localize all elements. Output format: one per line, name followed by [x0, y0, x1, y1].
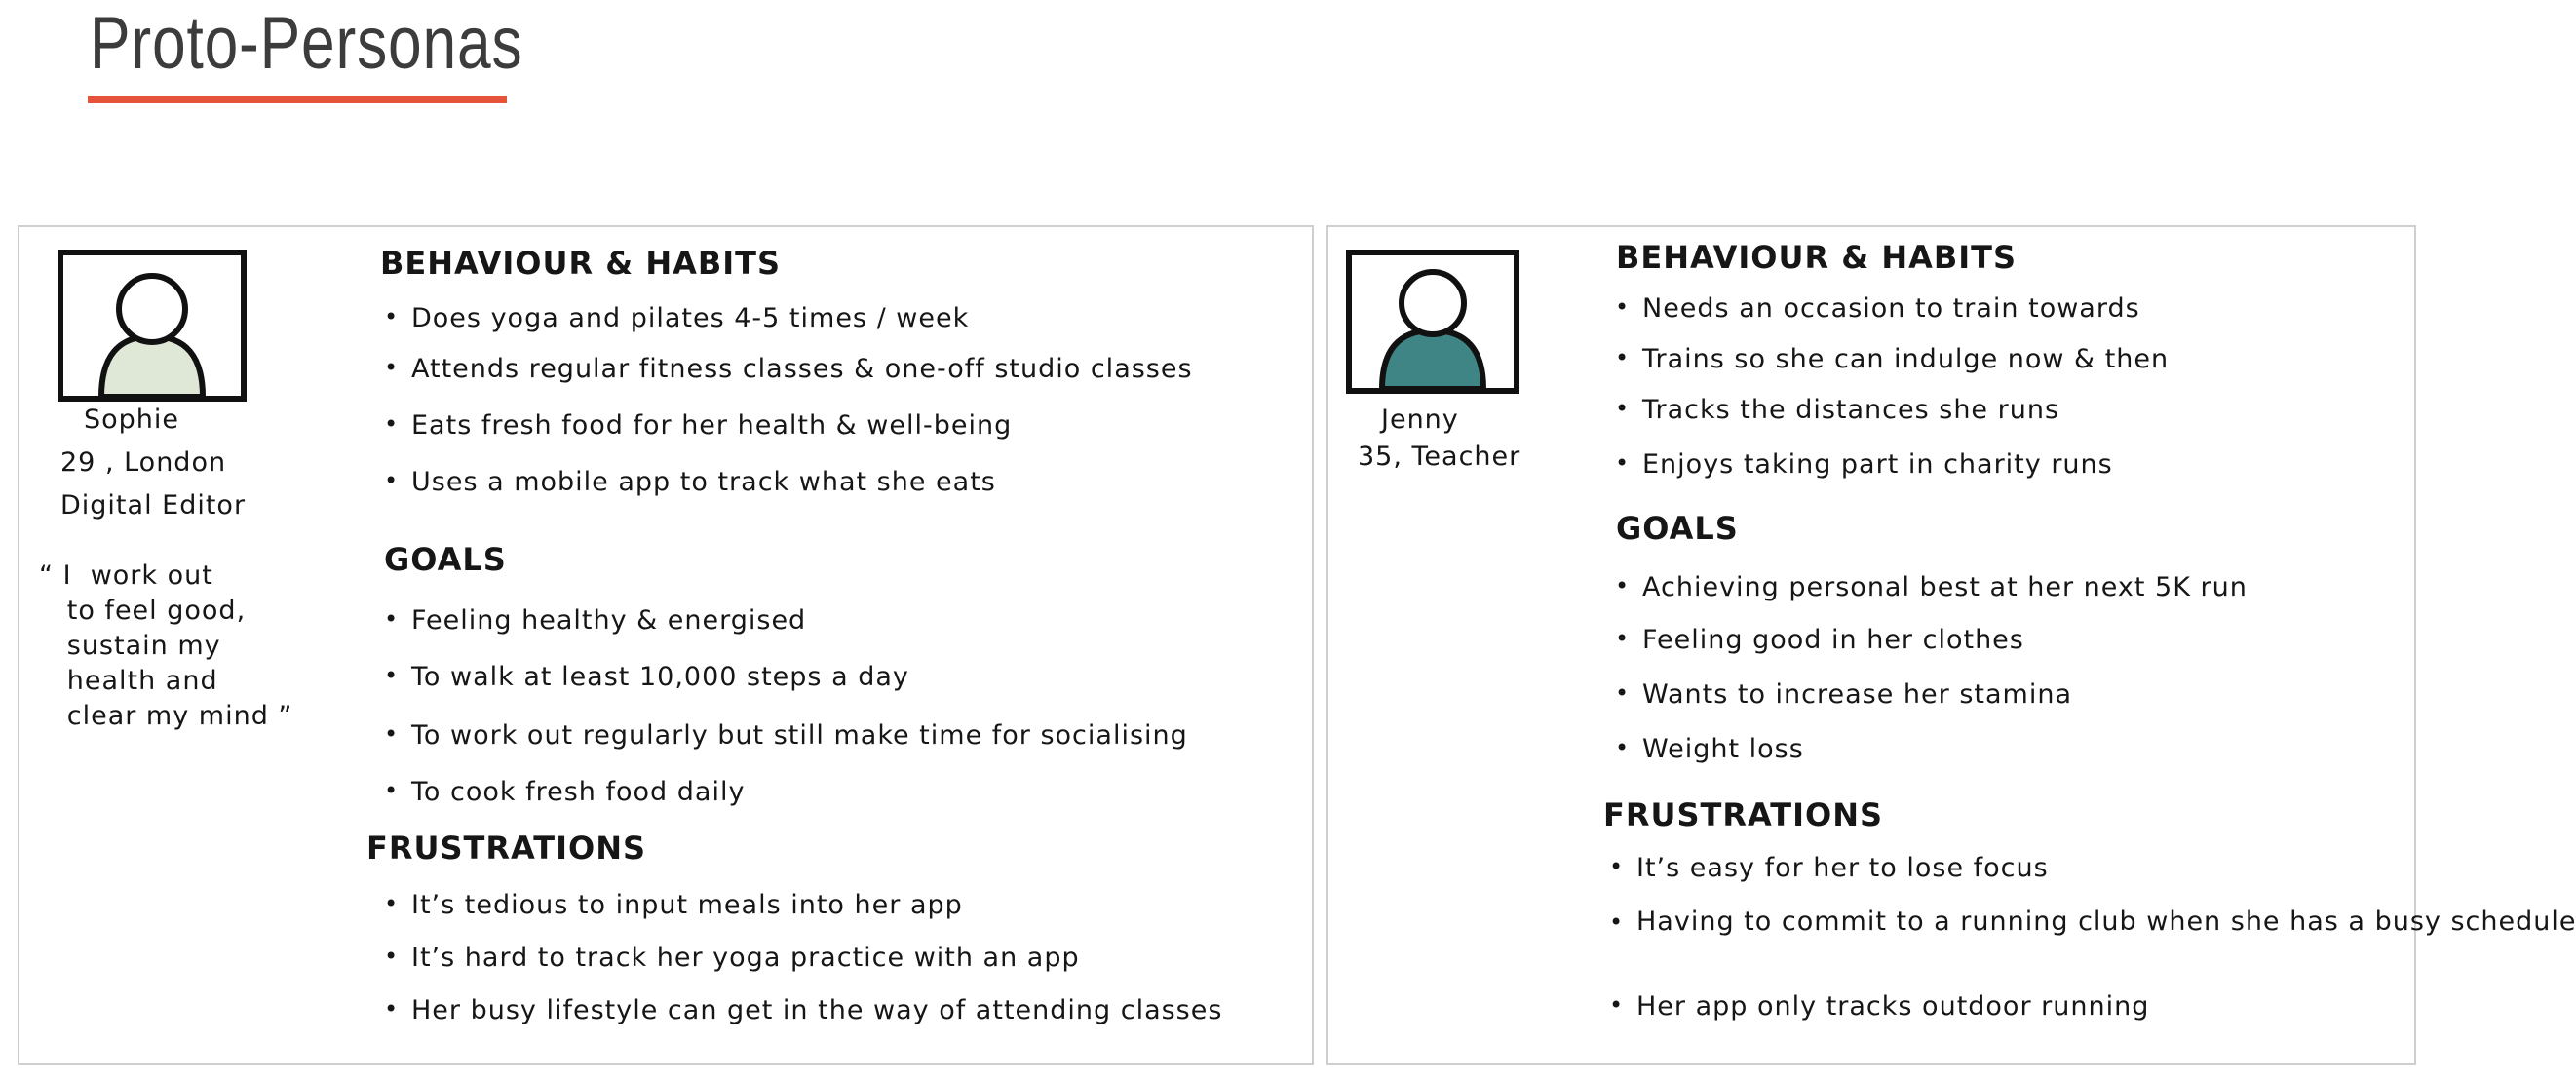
avatar-body	[101, 336, 203, 397]
list-item: • Does yoga and pilates 4-5 times / week	[380, 303, 1193, 354]
list-item: • Needs an occasion to train towards	[1611, 293, 2169, 344]
goals-heading: GOALS	[384, 541, 507, 578]
list-item: • Uses a mobile app to track what she eats	[380, 467, 1193, 516]
list-item: • Weight loss	[1611, 734, 2248, 783]
goals-heading: GOALS	[1616, 510, 1739, 547]
goals-list	[380, 605, 1188, 826]
list-item: • Enjoys taking part in charity runs	[1611, 449, 2169, 498]
persona-quote: “ I work out to feel good, sustain my health and clear my mind ”	[39, 560, 293, 731]
list-item: • Trains so she can indulge now & then	[1611, 344, 2169, 395]
behaviour-list	[1611, 293, 2169, 498]
list-item: • To work out regularly but still make time for socialising	[380, 720, 1188, 777]
list-item: • It’s easy for her to lose focus	[1605, 853, 2404, 904]
avatar-body	[1382, 330, 1483, 389]
list-item: • To walk at least 10,000 steps a day	[380, 662, 1188, 720]
persona-name: Jenny	[1381, 405, 1459, 435]
list-item: • Tracks the distances she runs	[1611, 395, 2169, 449]
title-underline	[88, 96, 507, 103]
list-item: • Having to commit to a running club when she has a busy schedule	[1605, 904, 2404, 991]
list-item: • Feeling good in her clothes	[1611, 625, 2248, 679]
behaviour-heading: BEHAVIOUR & HABITS	[380, 245, 782, 282]
list-item: • Wants to increase her stamina	[1611, 679, 2248, 734]
frustrations-list	[380, 890, 1222, 1044]
behaviour-list	[380, 303, 1193, 516]
frustrations-heading: FRUSTRATIONS	[1603, 796, 1884, 833]
list-item: • Feeling healthy & energised	[380, 605, 1188, 662]
list-item: • Her app only tracks outdoor running	[1605, 991, 2404, 1040]
frustrations-list	[1605, 853, 2576, 1040]
persona-age-role: 35, Teacher	[1358, 442, 1521, 472]
behaviour-heading: BEHAVIOUR & HABITS	[1616, 239, 2018, 276]
list-item: • Attends regular fitness classes & one-off studio classes	[380, 354, 1193, 410]
list-item: • Eats fresh food for her health & well-being	[380, 410, 1193, 467]
avatar	[1345, 249, 1520, 395]
list-item: • To cook fresh food daily	[380, 777, 1188, 826]
persona-name: Sophie	[84, 405, 180, 435]
avatar	[57, 249, 248, 403]
goals-list	[1611, 572, 2248, 783]
list-item: • It’s tedious to input meals into her app	[380, 890, 1222, 943]
persona-role: Digital Editor	[60, 490, 247, 521]
list-item: • Achieving personal best at her next 5K run	[1611, 572, 2248, 625]
persona-age-city: 29 , London	[60, 447, 227, 478]
persona-card-sophie	[18, 225, 1314, 1065]
persona-card-jenny	[1326, 225, 2576, 1065]
frustrations-heading: FRUSTRATIONS	[366, 830, 647, 867]
page-title: Proto-Personas	[90, 2, 523, 85]
list-item: • It’s hard to track her yoga practice with an app	[380, 943, 1222, 995]
list-item: • Her busy lifestyle can get in the way of attending classes	[380, 995, 1222, 1044]
